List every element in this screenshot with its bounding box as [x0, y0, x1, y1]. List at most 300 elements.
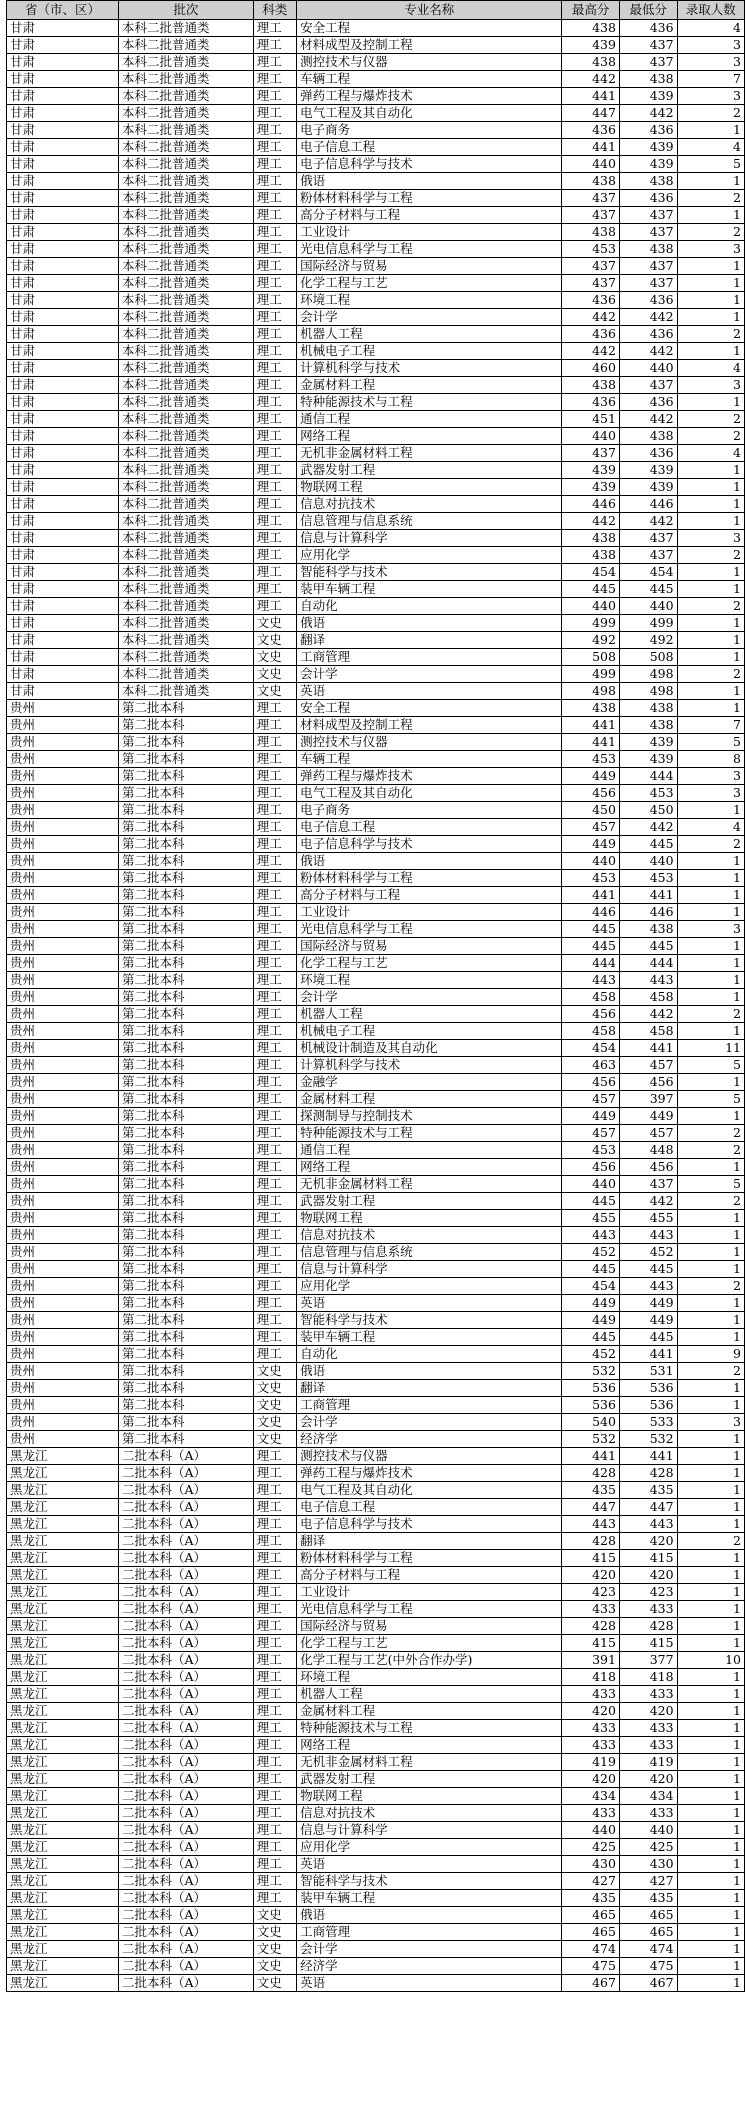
table-row: [7, 870, 745, 887]
cell-province: 黑龙江: [7, 1482, 119, 1499]
table-row: [7, 1907, 745, 1924]
cell-admitted-count: 5: [677, 1057, 744, 1074]
table-row: [7, 1448, 745, 1465]
cell-province: 贵州: [7, 1006, 119, 1023]
cell-min-score: 436: [619, 20, 677, 37]
cell-batch: 第二批本科: [118, 1159, 253, 1176]
cell-batch: 二批本科（A）: [118, 1618, 253, 1635]
cell-max-score: 437: [562, 258, 620, 275]
cell-major: 无机非金属材料工程: [297, 1176, 562, 1193]
cell-max-score: 458: [562, 1023, 620, 1040]
cell-min-score: 450: [619, 802, 677, 819]
cell-admitted-count: 1: [677, 972, 744, 989]
cell-max-score: 438: [562, 224, 620, 241]
cell-min-score: 445: [619, 1261, 677, 1278]
cell-batch: 第二批本科: [118, 1346, 253, 1363]
table-row: [7, 1499, 745, 1516]
cell-province: 黑龙江: [7, 1618, 119, 1635]
cell-admitted-count: 1: [677, 1584, 744, 1601]
cell-admitted-count: 2: [677, 836, 744, 853]
cell-admitted-count: 1: [677, 309, 744, 326]
cell-category: 理工: [253, 1040, 296, 1057]
cell-batch: 第二批本科: [118, 1295, 253, 1312]
cell-major: 高分子材料与工程: [297, 1567, 562, 1584]
cell-major: 英语: [297, 1975, 562, 1992]
cell-admitted-count: 3: [677, 785, 744, 802]
cell-major: 工业设计: [297, 904, 562, 921]
cell-max-score: 436: [562, 122, 620, 139]
table-row: [7, 1924, 745, 1941]
cell-province: 黑龙江: [7, 1890, 119, 1907]
cell-max-score: 433: [562, 1720, 620, 1737]
cell-max-score: 425: [562, 1839, 620, 1856]
cell-admitted-count: 1: [677, 1482, 744, 1499]
cell-admitted-count: 1: [677, 1924, 744, 1941]
cell-max-score: 420: [562, 1567, 620, 1584]
table-row: [7, 1091, 745, 1108]
table-body: [7, 20, 745, 1992]
cell-min-score: 440: [619, 598, 677, 615]
cell-max-score: 532: [562, 1431, 620, 1448]
cell-province: 黑龙江: [7, 1533, 119, 1550]
cell-major: 金属材料工程: [297, 1091, 562, 1108]
cell-max-score: 441: [562, 88, 620, 105]
cell-category: 理工: [253, 275, 296, 292]
cell-major: 国际经济与贸易: [297, 258, 562, 275]
table-row: [7, 768, 745, 785]
cell-category: 理工: [253, 1822, 296, 1839]
cell-batch: 二批本科（A）: [118, 1805, 253, 1822]
cell-major: 网络工程: [297, 1737, 562, 1754]
cell-province: 甘肃: [7, 564, 119, 581]
table-header: [7, 1, 745, 20]
cell-min-score: 440: [619, 1822, 677, 1839]
cell-max-score: 455: [562, 1210, 620, 1227]
cell-province: 贵州: [7, 785, 119, 802]
table-row: [7, 1380, 745, 1397]
cell-category: 理工: [253, 1720, 296, 1737]
cell-batch: 二批本科（A）: [118, 1873, 253, 1890]
cell-min-score: 474: [619, 1941, 677, 1958]
cell-admitted-count: 3: [677, 88, 744, 105]
table-row: [7, 1652, 745, 1669]
cell-max-score: 445: [562, 1261, 620, 1278]
cell-category: 理工: [253, 989, 296, 1006]
cell-category: 理工: [253, 1805, 296, 1822]
cell-min-score: 436: [619, 292, 677, 309]
cell-major: 机器人工程: [297, 326, 562, 343]
table-row: [7, 54, 745, 71]
table-row: [7, 1227, 745, 1244]
cell-min-score: 377: [619, 1652, 677, 1669]
cell-admitted-count: 1: [677, 1686, 744, 1703]
table-row: [7, 1142, 745, 1159]
cell-province: 黑龙江: [7, 1652, 119, 1669]
cell-province: 贵州: [7, 1091, 119, 1108]
cell-batch: 第二批本科: [118, 972, 253, 989]
cell-max-score: 418: [562, 1669, 620, 1686]
table-row: [7, 1771, 745, 1788]
cell-major: 金属材料工程: [297, 1703, 562, 1720]
cell-min-score: 455: [619, 1210, 677, 1227]
cell-max-score: 444: [562, 955, 620, 972]
cell-province: 黑龙江: [7, 1788, 119, 1805]
cell-admitted-count: 1: [677, 513, 744, 530]
cell-admitted-count: 1: [677, 1499, 744, 1516]
cell-admitted-count: 2: [677, 598, 744, 615]
cell-major: 高分子材料与工程: [297, 887, 562, 904]
cell-admitted-count: 3: [677, 768, 744, 785]
table-row: [7, 1669, 745, 1686]
cell-major: 电子信息工程: [297, 139, 562, 156]
cell-major: 金融学: [297, 1074, 562, 1091]
cell-batch: 本科二批普通类: [118, 428, 253, 445]
cell-min-score: 436: [619, 190, 677, 207]
cell-major: 英语: [297, 1295, 562, 1312]
cell-category: 理工: [253, 1482, 296, 1499]
cell-admitted-count: 1: [677, 1771, 744, 1788]
table-row: [7, 1312, 745, 1329]
cell-min-score: 454: [619, 564, 677, 581]
cell-max-score: 443: [562, 1227, 620, 1244]
cell-max-score: 435: [562, 1890, 620, 1907]
table-row: [7, 1737, 745, 1754]
cell-admitted-count: 3: [677, 54, 744, 71]
cell-category: 理工: [253, 1125, 296, 1142]
table-row: [7, 428, 745, 445]
cell-min-score: 439: [619, 751, 677, 768]
cell-min-score: 435: [619, 1890, 677, 1907]
cell-category: 理工: [253, 1856, 296, 1873]
cell-min-score: 436: [619, 445, 677, 462]
cell-batch: 第二批本科: [118, 1040, 253, 1057]
cell-batch: 本科二批普通类: [118, 20, 253, 37]
cell-major: 物联网工程: [297, 479, 562, 496]
cell-major: 信息对抗技术: [297, 496, 562, 513]
cell-admitted-count: 1: [677, 173, 744, 190]
cell-category: 理工: [253, 20, 296, 37]
cell-major: 无机非金属材料工程: [297, 445, 562, 462]
cell-min-score: 418: [619, 1669, 677, 1686]
cell-max-score: 447: [562, 105, 620, 122]
cell-admitted-count: 1: [677, 853, 744, 870]
cell-min-score: 498: [619, 666, 677, 683]
table-row: [7, 1210, 745, 1227]
cell-category: 理工: [253, 292, 296, 309]
cell-min-score: 443: [619, 1278, 677, 1295]
cell-admitted-count: 1: [677, 1329, 744, 1346]
table-row: [7, 360, 745, 377]
cell-admitted-count: 1: [677, 1244, 744, 1261]
cell-min-score: 442: [619, 309, 677, 326]
cell-category: 文史: [253, 1380, 296, 1397]
cell-max-score: 446: [562, 904, 620, 921]
table-row: [7, 734, 745, 751]
cell-admitted-count: 1: [677, 1227, 744, 1244]
cell-batch: 二批本科（A）: [118, 1482, 253, 1499]
cell-min-score: 456: [619, 1074, 677, 1091]
table-row: [7, 564, 745, 581]
cell-batch: 二批本科（A）: [118, 1652, 253, 1669]
cell-batch: 二批本科（A）: [118, 1703, 253, 1720]
cell-max-score: 499: [562, 615, 620, 632]
cell-batch: 第二批本科: [118, 1057, 253, 1074]
cell-category: 理工: [253, 1074, 296, 1091]
cell-major: 电子信息工程: [297, 819, 562, 836]
cell-category: 理工: [253, 768, 296, 785]
cell-province: 甘肃: [7, 309, 119, 326]
cell-province: 甘肃: [7, 513, 119, 530]
cell-batch: 第二批本科: [118, 802, 253, 819]
header-major: 专业名称: [297, 1, 562, 20]
cell-admitted-count: 1: [677, 989, 744, 1006]
cell-admitted-count: 5: [677, 734, 744, 751]
table-row: [7, 717, 745, 734]
cell-category: 理工: [253, 1295, 296, 1312]
cell-admitted-count: 1: [677, 496, 744, 513]
cell-admitted-count: 1: [677, 394, 744, 411]
table-row: [7, 1363, 745, 1380]
cell-max-score: 391: [562, 1652, 620, 1669]
header-max-score: 最高分: [562, 1, 620, 20]
cell-major: 电子信息科学与技术: [297, 836, 562, 853]
cell-category: 文史: [253, 1431, 296, 1448]
cell-batch: 二批本科（A）: [118, 1601, 253, 1618]
cell-category: 理工: [253, 700, 296, 717]
cell-batch: 本科二批普通类: [118, 615, 253, 632]
cell-batch: 第二批本科: [118, 1312, 253, 1329]
cell-province: 甘肃: [7, 666, 119, 683]
cell-min-score: 437: [619, 224, 677, 241]
table-row: [7, 20, 745, 37]
table-row: [7, 275, 745, 292]
cell-max-score: 532: [562, 1363, 620, 1380]
cell-major: 测控技术与仪器: [297, 54, 562, 71]
table-row: [7, 802, 745, 819]
cell-batch: 本科二批普通类: [118, 479, 253, 496]
cell-max-score: 445: [562, 938, 620, 955]
cell-admitted-count: 3: [677, 921, 744, 938]
cell-min-score: 439: [619, 88, 677, 105]
cell-max-score: 442: [562, 71, 620, 88]
cell-admitted-count: 1: [677, 1720, 744, 1737]
cell-min-score: 452: [619, 1244, 677, 1261]
cell-category: 理工: [253, 1278, 296, 1295]
cell-max-score: 440: [562, 853, 620, 870]
cell-min-score: 438: [619, 241, 677, 258]
cell-category: 理工: [253, 173, 296, 190]
cell-batch: 第二批本科: [118, 921, 253, 938]
table-row: [7, 1125, 745, 1142]
table-row: [7, 955, 745, 972]
cell-admitted-count: 1: [677, 649, 744, 666]
cell-admitted-count: 1: [677, 1669, 744, 1686]
cell-admitted-count: 1: [677, 1601, 744, 1618]
cell-major: 国际经济与贸易: [297, 1618, 562, 1635]
cell-max-score: 433: [562, 1805, 620, 1822]
cell-max-score: 438: [562, 547, 620, 564]
table-row: [7, 1108, 745, 1125]
cell-major: 信息与计算科学: [297, 1261, 562, 1278]
cell-admitted-count: 1: [677, 938, 744, 955]
cell-admitted-count: 1: [677, 1873, 744, 1890]
cell-max-score: 434: [562, 1788, 620, 1805]
cell-batch: 本科二批普通类: [118, 377, 253, 394]
cell-min-score: 428: [619, 1618, 677, 1635]
cell-batch: 第二批本科: [118, 887, 253, 904]
cell-admitted-count: 1: [677, 1890, 744, 1907]
cell-max-score: 454: [562, 1278, 620, 1295]
cell-batch: 第二批本科: [118, 700, 253, 717]
table-row: [7, 1006, 745, 1023]
cell-category: 理工: [253, 802, 296, 819]
cell-major: 特种能源技术与工程: [297, 1720, 562, 1737]
cell-batch: 本科二批普通类: [118, 462, 253, 479]
cell-major: 电气工程及其自动化: [297, 1482, 562, 1499]
cell-admitted-count: 10: [677, 1652, 744, 1669]
cell-category: 理工: [253, 751, 296, 768]
cell-admitted-count: 1: [677, 1856, 744, 1873]
cell-category: 理工: [253, 428, 296, 445]
cell-province: 黑龙江: [7, 1686, 119, 1703]
table-row: [7, 989, 745, 1006]
cell-max-score: 536: [562, 1397, 620, 1414]
cell-major: 粉体材料科学与工程: [297, 870, 562, 887]
cell-major: 装甲车辆工程: [297, 1329, 562, 1346]
cell-max-score: 438: [562, 377, 620, 394]
cell-batch: 第二批本科: [118, 836, 253, 853]
cell-category: 文史: [253, 615, 296, 632]
cell-province: 甘肃: [7, 292, 119, 309]
cell-admitted-count: 1: [677, 1754, 744, 1771]
cell-province: 甘肃: [7, 88, 119, 105]
cell-province: 贵州: [7, 1346, 119, 1363]
table-row: [7, 1516, 745, 1533]
cell-max-score: 449: [562, 768, 620, 785]
cell-category: 理工: [253, 785, 296, 802]
cell-category: 文史: [253, 1363, 296, 1380]
cell-admitted-count: 3: [677, 530, 744, 547]
cell-province: 甘肃: [7, 20, 119, 37]
cell-min-score: 465: [619, 1907, 677, 1924]
cell-province: 贵州: [7, 921, 119, 938]
cell-min-score: 499: [619, 615, 677, 632]
cell-major: 工商管理: [297, 649, 562, 666]
cell-category: 理工: [253, 394, 296, 411]
cell-min-score: 440: [619, 853, 677, 870]
cell-min-score: 439: [619, 462, 677, 479]
cell-max-score: 441: [562, 717, 620, 734]
cell-min-score: 433: [619, 1601, 677, 1618]
cell-major: 测控技术与仪器: [297, 734, 562, 751]
cell-admitted-count: 1: [677, 1737, 744, 1754]
cell-province: 甘肃: [7, 105, 119, 122]
cell-batch: 本科二批普通类: [118, 190, 253, 207]
cell-min-score: 532: [619, 1431, 677, 1448]
table-row: [7, 1346, 745, 1363]
table-row: [7, 156, 745, 173]
cell-admitted-count: 5: [677, 1091, 744, 1108]
cell-major: 物联网工程: [297, 1210, 562, 1227]
table-row: [7, 972, 745, 989]
cell-min-score: 449: [619, 1108, 677, 1125]
cell-admitted-count: 1: [677, 904, 744, 921]
cell-batch: 第二批本科: [118, 1397, 253, 1414]
cell-max-score: 440: [562, 598, 620, 615]
cell-admitted-count: 2: [677, 411, 744, 428]
cell-province: 黑龙江: [7, 1805, 119, 1822]
cell-admitted-count: 1: [677, 1159, 744, 1176]
cell-admitted-count: 2: [677, 190, 744, 207]
cell-admitted-count: 4: [677, 20, 744, 37]
cell-category: 文史: [253, 1958, 296, 1975]
cell-batch: 第二批本科: [118, 1414, 253, 1431]
cell-admitted-count: 1: [677, 1941, 744, 1958]
table-row: [7, 1703, 745, 1720]
cell-major: 弹药工程与爆炸技术: [297, 768, 562, 785]
cell-max-score: 460: [562, 360, 620, 377]
cell-min-score: 437: [619, 275, 677, 292]
table-row: [7, 1601, 745, 1618]
cell-min-score: 536: [619, 1397, 677, 1414]
cell-admitted-count: 1: [677, 1448, 744, 1465]
cell-major: 会计学: [297, 309, 562, 326]
table-row: [7, 921, 745, 938]
cell-major: 翻译: [297, 632, 562, 649]
cell-major: 电子信息科学与技术: [297, 156, 562, 173]
cell-province: 贵州: [7, 1159, 119, 1176]
cell-max-score: 428: [562, 1533, 620, 1550]
cell-min-score: 438: [619, 717, 677, 734]
cell-category: 理工: [253, 190, 296, 207]
cell-batch: 二批本科（A）: [118, 1737, 253, 1754]
table-row: [7, 207, 745, 224]
cell-batch: 第二批本科: [118, 955, 253, 972]
cell-max-score: 449: [562, 836, 620, 853]
cell-min-score: 446: [619, 496, 677, 513]
cell-min-score: 420: [619, 1567, 677, 1584]
cell-category: 理工: [253, 1737, 296, 1754]
cell-min-score: 441: [619, 1346, 677, 1363]
table-row: [7, 1431, 745, 1448]
cell-max-score: 438: [562, 20, 620, 37]
cell-max-score: 446: [562, 496, 620, 513]
cell-max-score: 423: [562, 1584, 620, 1601]
cell-major: 环境工程: [297, 972, 562, 989]
cell-min-score: 443: [619, 1516, 677, 1533]
cell-province: 甘肃: [7, 258, 119, 275]
cell-batch: 二批本科（A）: [118, 1686, 253, 1703]
cell-admitted-count: 1: [677, 564, 744, 581]
cell-category: 理工: [253, 224, 296, 241]
cell-admitted-count: 1: [677, 1074, 744, 1091]
cell-admitted-count: 1: [677, 1023, 744, 1040]
cell-min-score: 458: [619, 989, 677, 1006]
cell-province: 甘肃: [7, 411, 119, 428]
cell-batch: 第二批本科: [118, 717, 253, 734]
table-row: [7, 513, 745, 530]
cell-province: 贵州: [7, 904, 119, 921]
cell-category: 理工: [253, 1669, 296, 1686]
cell-batch: 二批本科（A）: [118, 1754, 253, 1771]
table-row: [7, 1295, 745, 1312]
cell-min-score: 438: [619, 173, 677, 190]
cell-major: 信息与计算科学: [297, 530, 562, 547]
cell-min-score: 508: [619, 649, 677, 666]
cell-major: 通信工程: [297, 411, 562, 428]
cell-major: 网络工程: [297, 1159, 562, 1176]
table-row: [7, 1465, 745, 1482]
